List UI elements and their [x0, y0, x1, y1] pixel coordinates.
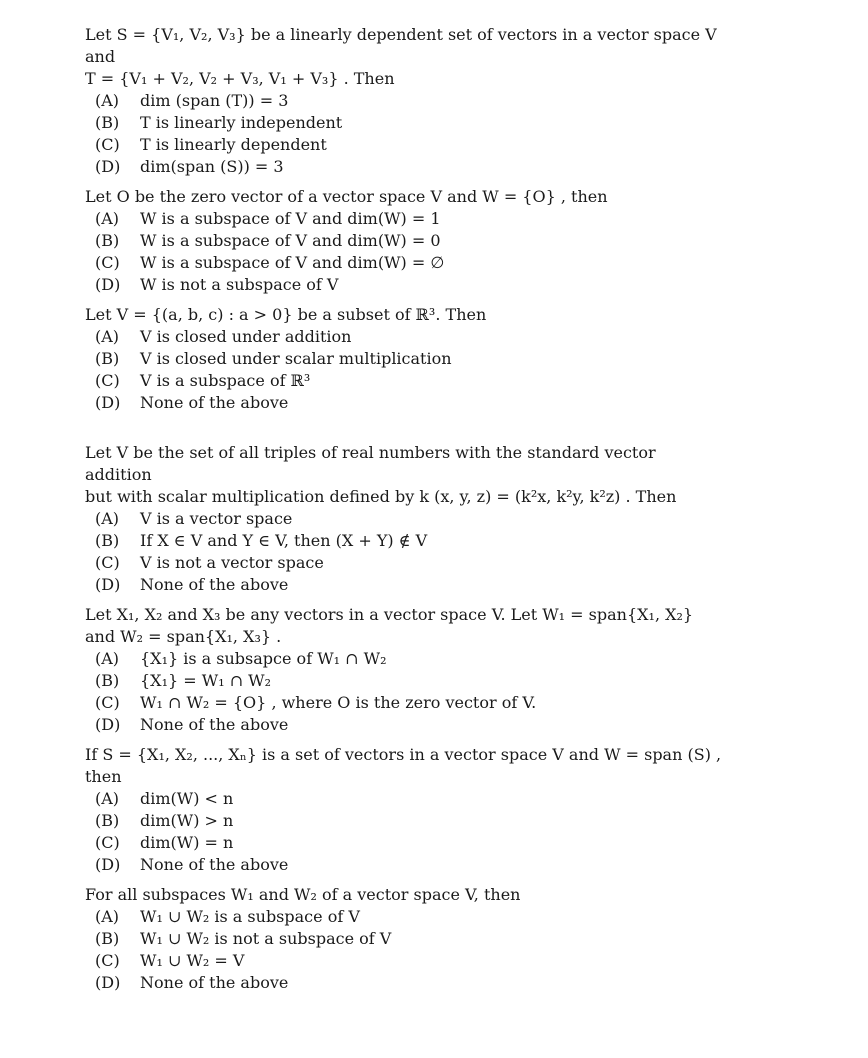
question-sheet: [85, 24, 725, 994]
option-letter: (A): [95, 209, 120, 228]
option-text: V is not a vector space: [140, 553, 324, 572]
option-d: [95, 714, 725, 736]
option-letter: (B): [95, 531, 120, 550]
option-text: dim(W) > n: [140, 811, 234, 830]
option-letter: (D): [95, 393, 121, 412]
option-letter: (A): [95, 649, 120, 668]
option-letter: (A): [95, 91, 120, 110]
question-stem: [85, 186, 725, 208]
option-list: [95, 208, 725, 296]
question-5: [85, 604, 725, 736]
option-letter: (C): [95, 253, 120, 272]
question-1: [85, 24, 725, 178]
option-list: [95, 326, 725, 414]
option-a: [95, 906, 725, 928]
option-c: [95, 950, 725, 972]
option-text: W₁ ∪ W₂ is a subspace of V: [140, 907, 360, 926]
option-c: [95, 370, 725, 392]
option-text: T is linearly dependent: [140, 135, 327, 154]
option-text: dim (span (T)) = 3: [140, 91, 289, 110]
option-text: If X ∈ V and Y ∈ V, then (X + Y) ∉ V: [140, 531, 428, 550]
question-stem: [85, 304, 725, 326]
question-4: [85, 442, 725, 596]
question-6: [85, 744, 725, 876]
stem-line: For all subspaces W₁ and W₂ of a vector space V, then: [85, 885, 521, 904]
option-text: W₁ ∪ W₂ is not a subspace of V: [140, 929, 392, 948]
option-text: None of the above: [140, 393, 289, 412]
option-letter: (C): [95, 553, 120, 572]
option-a: [95, 508, 725, 530]
question-stem: [85, 884, 725, 906]
option-text: W is a subspace of V and dim(W) = 1: [140, 209, 441, 228]
option-list: [95, 906, 725, 994]
option-text: V is a subspace of ℝ³: [140, 371, 311, 390]
option-letter: (C): [95, 135, 120, 154]
option-letter: (D): [95, 855, 121, 874]
option-letter: (C): [95, 693, 120, 712]
option-text: None of the above: [140, 575, 289, 594]
option-a: [95, 648, 725, 670]
option-b: [95, 810, 725, 832]
option-letter: (C): [95, 833, 120, 852]
option-letter: (B): [95, 231, 120, 250]
option-letter: (B): [95, 671, 120, 690]
question-stem: [85, 744, 725, 788]
option-letter: (A): [95, 509, 120, 528]
stem-line: Let V = {(a, b, c) : a > 0} be a subset of ℝ³. Then: [85, 305, 487, 324]
option-a: [95, 208, 725, 230]
option-text: dim(span (S)) = 3: [140, 157, 284, 176]
question-stem: [85, 24, 725, 90]
option-text: dim(W) < n: [140, 789, 234, 808]
option-text: W is a subspace of V and dim(W) = ∅: [140, 253, 445, 272]
option-letter: (D): [95, 275, 121, 294]
stem-line: but with scalar multiplication defined by k (x, y, z) = (k²x, k²y, k²z) . Then: [85, 487, 677, 506]
option-list: [95, 788, 725, 876]
option-list: [95, 90, 725, 178]
option-d: [95, 574, 725, 596]
question-2: [85, 186, 725, 296]
option-a: [95, 326, 725, 348]
option-d: [95, 156, 725, 178]
option-b: [95, 928, 725, 950]
option-b: [95, 230, 725, 252]
option-text: None of the above: [140, 715, 289, 734]
option-letter: (A): [95, 327, 120, 346]
option-letter: (D): [95, 157, 121, 176]
option-letter: (D): [95, 973, 121, 992]
option-a: [95, 788, 725, 810]
option-list: [95, 648, 725, 736]
option-b: [95, 530, 725, 552]
option-list: [95, 508, 725, 596]
option-d: [95, 392, 725, 414]
stem-line: Let V be the set of all triples of real numbers with the standard vector addition: [85, 443, 656, 484]
option-b: [95, 112, 725, 134]
option-text: W₁ ∩ W₂ = {O} , where O is the zero vector of V.: [140, 693, 537, 712]
stem-line: then: [85, 767, 122, 786]
option-d: [95, 274, 725, 296]
option-letter: (B): [95, 929, 120, 948]
option-b: [95, 670, 725, 692]
option-letter: (D): [95, 575, 121, 594]
question-stem: [85, 442, 725, 508]
option-a: [95, 90, 725, 112]
option-b: [95, 348, 725, 370]
option-letter: (D): [95, 715, 121, 734]
option-text: W is a subspace of V and dim(W) = 0: [140, 231, 441, 250]
option-text: dim(W) = n: [140, 833, 234, 852]
option-c: [95, 252, 725, 274]
stem-line: and W₂ = span{X₁, X₃} .: [85, 627, 282, 646]
option-text: V is a vector space: [140, 509, 293, 528]
question-3: [85, 304, 725, 414]
option-letter: (B): [95, 349, 120, 368]
option-text: None of the above: [140, 855, 289, 874]
option-letter: (A): [95, 907, 120, 926]
option-text: V is closed under addition: [140, 327, 352, 346]
question-stem: [85, 604, 725, 648]
option-letter: (A): [95, 789, 120, 808]
stem-line: Let O be the zero vector of a vector space V and W = {O} , then: [85, 187, 608, 206]
stem-line: Let S = {V₁, V₂, V₃} be a linearly dependent set of vectors in a vector space V and: [85, 25, 717, 66]
option-text: W₁ ∪ W₂ = V: [140, 951, 245, 970]
option-text: None of the above: [140, 973, 289, 992]
option-letter: (B): [95, 113, 120, 132]
stem-line: T = {V₁ + V₂, V₂ + V₃, V₁ + V₃} . Then: [85, 69, 395, 88]
option-letter: (C): [95, 371, 120, 390]
option-letter: (B): [95, 811, 120, 830]
option-text: {X₁} is a subsapce of W₁ ∩ W₂: [140, 649, 387, 668]
option-d: [95, 972, 725, 994]
option-d: [95, 854, 725, 876]
option-c: [95, 134, 725, 156]
option-text: W is not a subspace of V: [140, 275, 339, 294]
option-c: [95, 832, 725, 854]
option-text: T is linearly independent: [140, 113, 343, 132]
option-c: [95, 552, 725, 574]
option-c: [95, 692, 725, 714]
stem-line: Let X₁, X₂ and X₃ be any vectors in a vector space V. Let W₁ = span{X₁, X₂}: [85, 605, 694, 624]
option-letter: (C): [95, 951, 120, 970]
option-text: V is closed under scalar multiplication: [140, 349, 452, 368]
option-text: {X₁} = W₁ ∩ W₂: [140, 671, 272, 690]
question-7: [85, 884, 725, 994]
stem-line: If S = {X₁, X₂, ..., Xₙ} is a set of vectors in a vector space V and W = span (S) ,: [85, 745, 722, 764]
